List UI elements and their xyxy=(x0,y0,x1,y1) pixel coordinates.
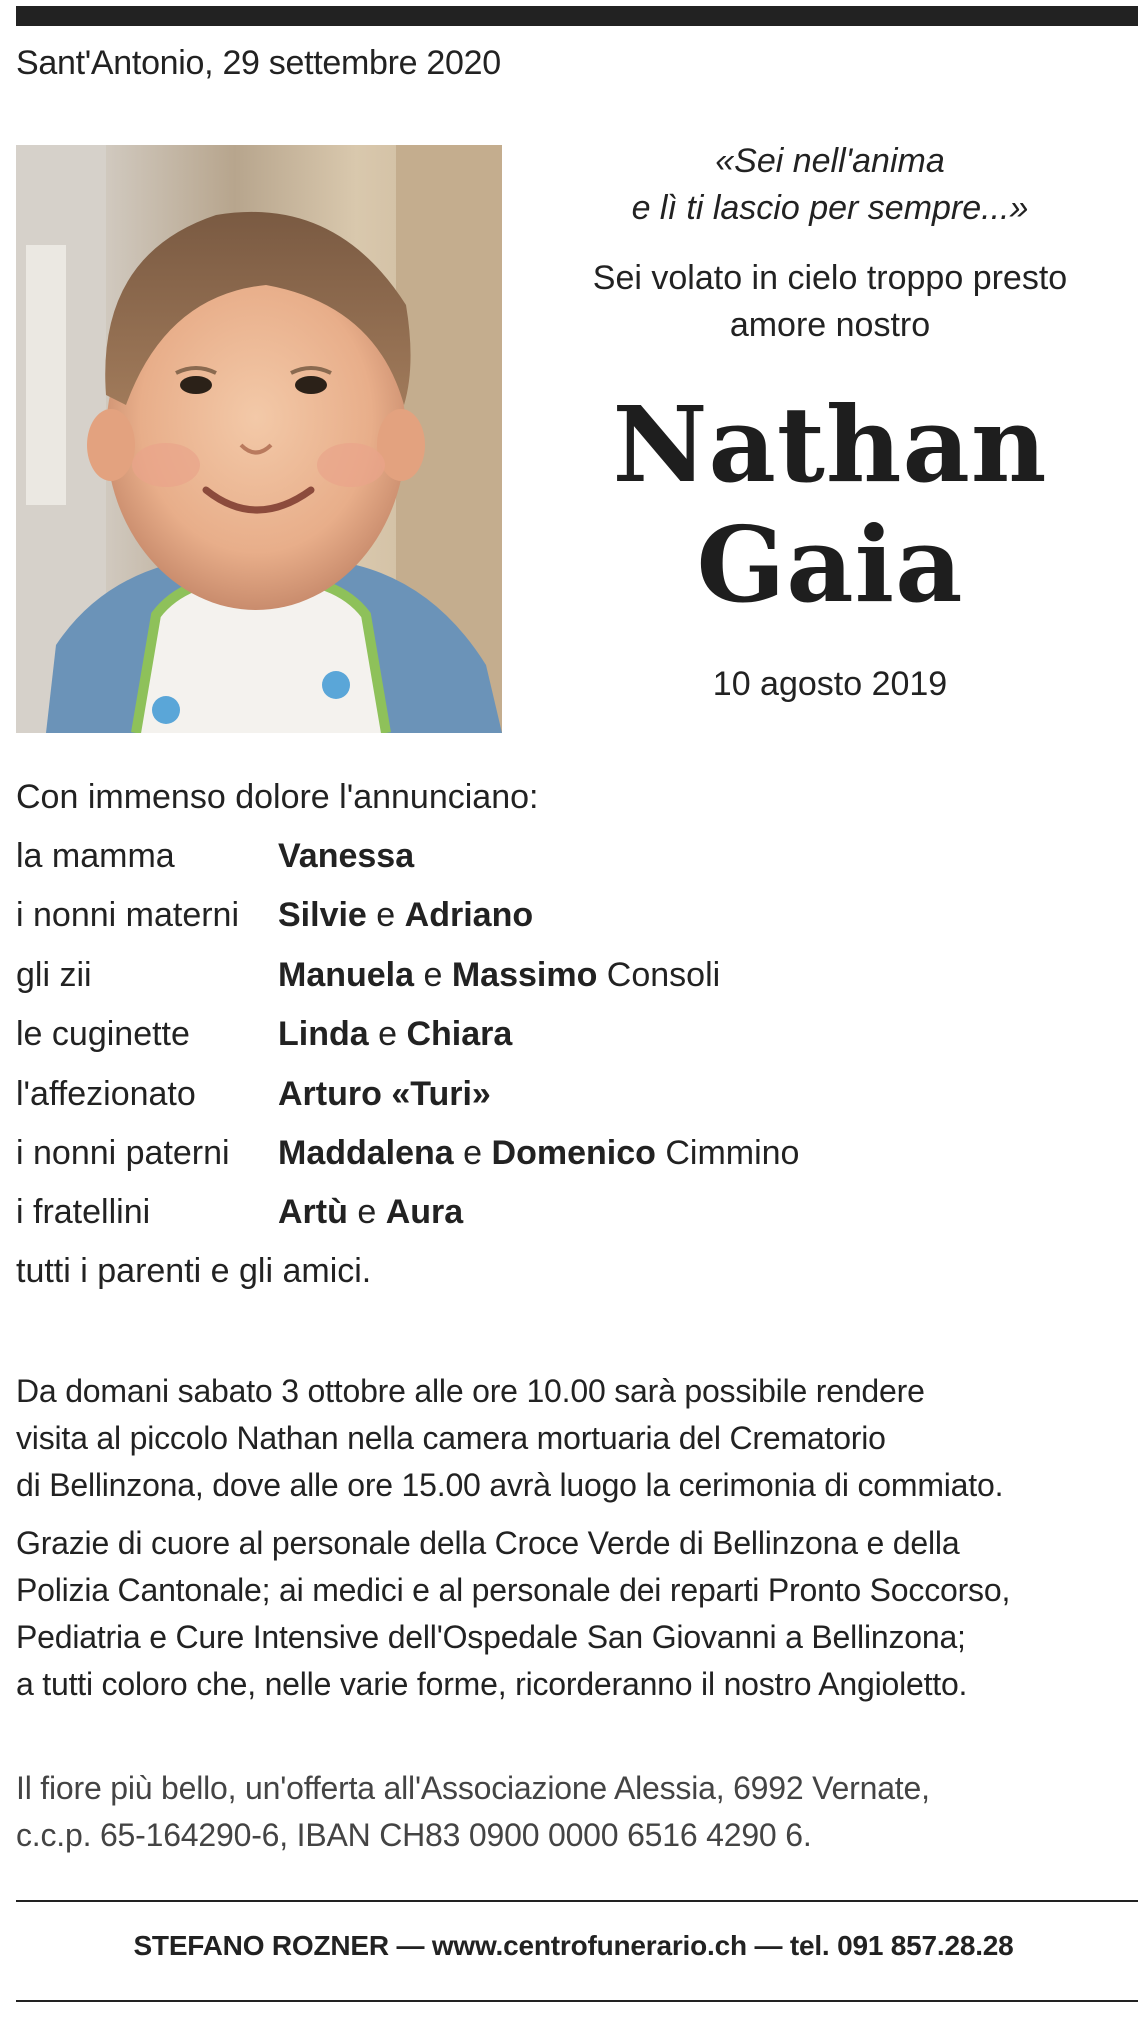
relation-label: le cuginette xyxy=(16,1015,190,1053)
thanks-paragraph: Grazie di cuore al personale della Croce Verde di Bellinzona e della Polizia Cantonale; ai medici e al personale dei reparti Pronto Soccorso, Pediatria e Cure Intensive dell'Ospedale San Giovanni a Bellinzona; a tutti coloro che, nelle varie forme, ricorderanno il nostro Angioletto. xyxy=(16,1525,1011,1702)
footer-top-rule xyxy=(16,1900,1138,1902)
epitaph-dedication xyxy=(540,255,1120,349)
deceased-first-name: Nathan xyxy=(612,383,1048,506)
announcement-intro: Con immenso dolore l'annunciano: xyxy=(16,778,539,816)
family-names: Manuela e Massimo Consoli xyxy=(278,956,721,994)
family-names: Maddalena e Domenico Cimmino xyxy=(278,1134,800,1172)
quote-line: e lì ti lascio per sempre...» xyxy=(631,189,1029,227)
relation-label: la mamma xyxy=(16,837,175,875)
donation-paragraph: Il fiore più bello, un'offerta all'Associazione Alessia, 6992 Vernate, c.c.p. 65-164290-6, IBAN CH83 0900 0000 6516 4290 6. xyxy=(16,1770,930,1853)
family-names: Artù e Aura xyxy=(278,1193,464,1231)
family-names: Vanessa xyxy=(278,837,415,875)
relation-label: l'affezionato xyxy=(16,1075,196,1113)
footer-bottom-rule xyxy=(16,2000,1138,2002)
family-names: Arturo «Turi» xyxy=(278,1075,491,1113)
visitation-paragraph: Da domani sabato 3 ottobre alle ore 10.00 sarà possibile rendere visita al piccolo Nathan nella camera mortuaria del Crematorio di Bellinzona, dove alle ore 15.00 avrà luogo la cerimonia di commiato. xyxy=(16,1373,1004,1503)
family-names: Linda e Chiara xyxy=(278,1015,513,1053)
top-rule xyxy=(16,6,1138,26)
relation-label: i nonni materni xyxy=(16,896,240,934)
relation-label: i nonni paterni xyxy=(16,1134,230,1172)
child-portrait-photo xyxy=(16,145,502,733)
relation-label: i fratellini xyxy=(16,1193,151,1231)
announcement-closing: tutti i parenti e gli amici. xyxy=(16,1252,372,1290)
birth-date: 10 agosto 2019 xyxy=(712,665,948,703)
place-date: Sant'Antonio, 29 settembre 2020 xyxy=(16,44,501,82)
epitaph-quote xyxy=(540,138,1120,232)
dedication-line: amore nostro xyxy=(729,306,931,344)
relation-label: gli zii xyxy=(16,956,92,994)
family-names: Silvie e Adriano xyxy=(278,896,534,934)
quote-line: «Sei nell'anima xyxy=(715,142,945,180)
deceased-last-name: Gaia xyxy=(696,503,964,626)
dedication-line: Sei volato in cielo troppo presto xyxy=(592,259,1068,297)
funeral-home-footer: STEFANO ROZNER — www.centrofunerario.ch — tel. 091 857.28.28 xyxy=(133,1930,1014,1961)
